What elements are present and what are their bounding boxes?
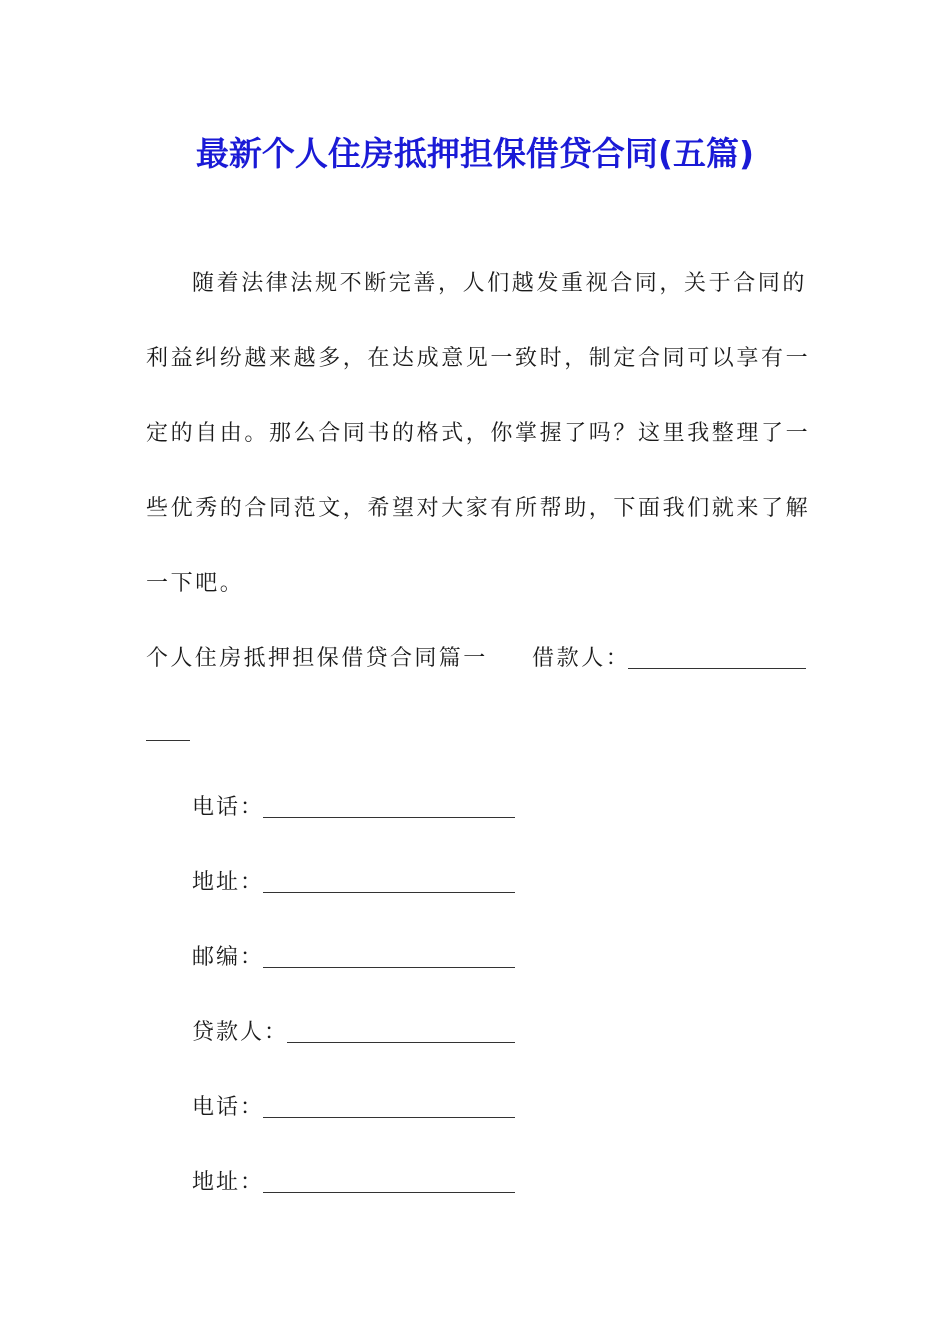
field-row [192, 1092, 264, 1124]
address-blank[interactable] [263, 892, 515, 893]
intro-line-4: 些优秀的合同范文，希望对大家有所帮助，下面我们就来了解 [146, 496, 811, 521]
lender-address-blank[interactable] [263, 1192, 515, 1193]
field-label: 地址： [192, 870, 265, 895]
field-label: 邮编： [192, 945, 265, 970]
field-row [192, 792, 264, 824]
field-label: 电话： [192, 1095, 265, 1120]
lender-blank[interactable] [287, 1042, 515, 1043]
intro-line-1: 随着法律法规不断完善，人们越发重视合同，关于合同的 [192, 271, 808, 296]
borrower-row [532, 643, 630, 675]
borrower-blank-continued[interactable] [146, 740, 190, 741]
field-row [192, 867, 264, 899]
field-label: 电话： [192, 795, 265, 820]
field-label: 地址： [192, 1170, 265, 1195]
field-label: 贷款人： [192, 1020, 289, 1045]
lender-phone-blank[interactable] [263, 1117, 515, 1118]
document-title: 最新个人住房抵押担保借贷合同(五篇) [195, 134, 755, 173]
field-row [192, 942, 264, 974]
field-row [192, 1017, 288, 1049]
intro-line-2: 利益纠纷越来越多，在达成意见一致时，制定合同可以享有一 [146, 346, 811, 371]
phone-blank[interactable] [263, 817, 515, 818]
section-heading-row [146, 643, 488, 675]
intro-line-3: 定的自由。那么合同书的格式，你掌握了吗？这里我整理了一 [146, 421, 811, 446]
field-row [192, 1167, 264, 1199]
borrower-blank[interactable] [628, 668, 806, 669]
intro-line-5: 一下吧。 [146, 571, 245, 596]
postcode-blank[interactable] [263, 967, 515, 968]
borrower-label: 借款人： [532, 646, 631, 671]
section-heading: 个人住房抵押担保借贷合同篇一 [146, 646, 488, 671]
